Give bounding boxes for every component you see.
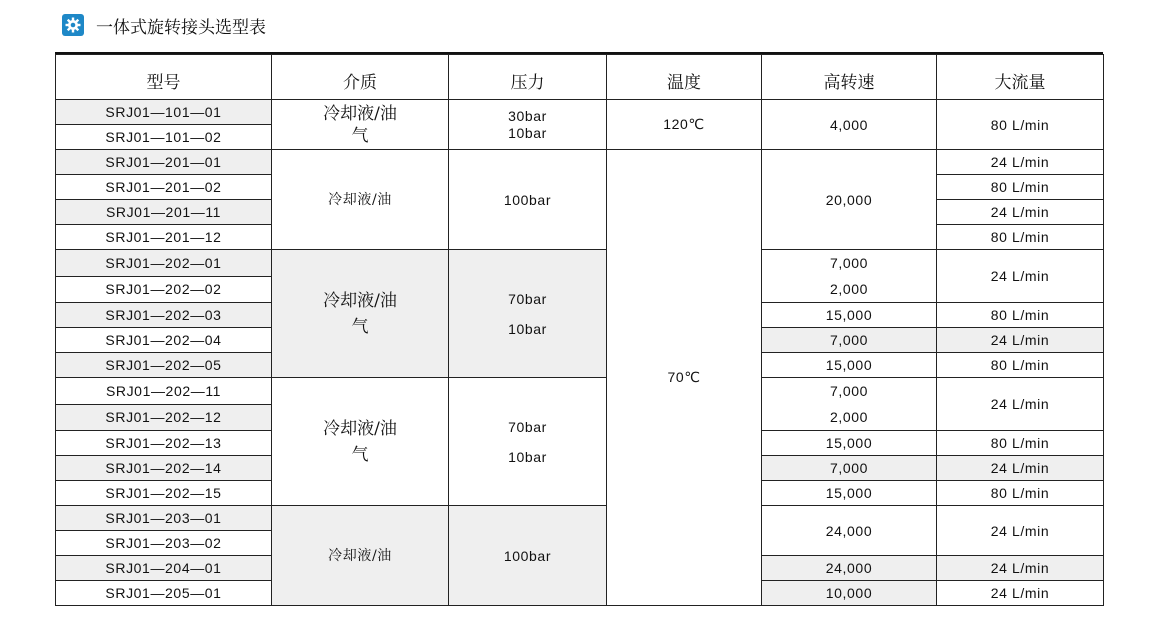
model-cell: SRJ01—201—12 (56, 225, 272, 250)
model-cell: SRJ01—205—01 (56, 581, 272, 606)
model-cell: SRJ01—202—03 (56, 303, 272, 328)
model-cell: SRJ01—202—01 (56, 250, 272, 277)
speed-cell (762, 378, 937, 431)
pressure-cell (449, 250, 607, 378)
temperature-cell: 70℃ (607, 150, 762, 606)
model-cell: SRJ01—204—01 (56, 556, 272, 581)
header-max-flow: 大流量 (937, 55, 1104, 100)
table-row (56, 378, 1104, 405)
speed-cell (762, 250, 937, 303)
page-title: 一体式旋转接头选型表 (96, 17, 266, 38)
speed-cell: 7,000 (762, 456, 937, 481)
table-row (56, 150, 1104, 175)
speed-cell: 7,000 (762, 328, 937, 353)
flow-cell: 80 L/min (937, 175, 1104, 200)
medium-cell (272, 250, 449, 378)
medium-cell: 冷却液/油 (272, 150, 449, 250)
table-row (56, 100, 1104, 125)
medium-text: 气 (351, 125, 369, 146)
model-cell: SRJ01—203—01 (56, 506, 272, 531)
selection-table-container (55, 52, 1103, 601)
temperature-cell: 120℃ (607, 100, 762, 150)
pressure-text: 10bar (508, 320, 547, 337)
speed-cell: 15,000 (762, 353, 937, 378)
flow-cell: 24 L/min (937, 378, 1104, 431)
model-cell: SRJ01—201—01 (56, 150, 272, 175)
flow-cell: 80 L/min (937, 353, 1104, 378)
pressure-text: 70bar (508, 290, 547, 307)
model-cell: SRJ01—201—11 (56, 200, 272, 225)
speed-cell: 24,000 (762, 556, 937, 581)
flow-cell: 24 L/min (937, 150, 1104, 175)
speed-cell: 20,000 (762, 150, 937, 250)
speed-cell: 15,000 (762, 431, 937, 456)
speed-cell: 24,000 (762, 506, 937, 556)
speed-text: 2,000 (829, 409, 869, 425)
model-cell: SRJ01—202—02 (56, 276, 272, 303)
flow-cell: 80 L/min (937, 100, 1104, 150)
medium-text: 冷却液/油 (323, 103, 397, 124)
flow-cell: 80 L/min (937, 431, 1104, 456)
header-temperature: 温度 (607, 55, 762, 100)
model-cell: SRJ01—201—02 (56, 175, 272, 200)
table-row (56, 250, 1104, 277)
pressure-text: 70bar (508, 418, 547, 435)
speed-text: 7,000 (829, 255, 869, 271)
speed-text: 7,000 (829, 383, 869, 399)
model-cell: SRJ01—202—12 (56, 404, 272, 431)
pressure-cell: 100bar (449, 150, 607, 250)
pressure-text: 10bar (508, 124, 547, 141)
medium-text: 气 (351, 444, 369, 465)
flow-cell: 24 L/min (937, 250, 1104, 303)
speed-text: 2,000 (829, 281, 869, 297)
pressure-text: 30bar (508, 107, 547, 124)
model-cell: SRJ01—202—05 (56, 353, 272, 378)
model-cell: SRJ01—203—02 (56, 531, 272, 556)
medium-text: 冷却液/油 (323, 418, 397, 439)
speed-cell: 15,000 (762, 303, 937, 328)
flow-cell: 80 L/min (937, 225, 1104, 250)
model-cell: SRJ01—101—02 (56, 125, 272, 150)
title-bar (62, 12, 266, 38)
header-medium: 介质 (272, 55, 449, 100)
speed-cell: 10,000 (762, 581, 937, 606)
model-cell: SRJ01—202—14 (56, 456, 272, 481)
model-cell: SRJ01—202—13 (56, 431, 272, 456)
header-model: 型号 (56, 55, 272, 100)
medium-cell (272, 378, 449, 506)
medium-text: 冷却液/油 (323, 290, 397, 311)
gear-icon (62, 14, 84, 36)
flow-cell: 80 L/min (937, 481, 1104, 506)
medium-text: 气 (351, 316, 369, 337)
medium-cell: 冷却液/油 (272, 506, 449, 606)
model-cell: SRJ01—202—15 (56, 481, 272, 506)
flow-cell: 24 L/min (937, 456, 1104, 481)
selection-table (55, 54, 1104, 606)
model-cell: SRJ01—202—11 (56, 378, 272, 405)
flow-cell: 24 L/min (937, 200, 1104, 225)
header-pressure: 压力 (449, 55, 607, 100)
flow-cell: 80 L/min (937, 303, 1104, 328)
model-cell: SRJ01—202—04 (56, 328, 272, 353)
model-cell: SRJ01—101—01 (56, 100, 272, 125)
medium-cell (272, 100, 449, 150)
speed-cell: 15,000 (762, 481, 937, 506)
header-max-speed: 高转速 (762, 55, 937, 100)
pressure-cell: 100bar (449, 506, 607, 606)
speed-cell: 4,000 (762, 100, 937, 150)
flow-cell: 24 L/min (937, 328, 1104, 353)
header-row (56, 55, 1104, 100)
flow-cell: 24 L/min (937, 581, 1104, 606)
pressure-cell (449, 100, 607, 150)
table-row (56, 506, 1104, 531)
pressure-cell (449, 378, 607, 506)
flow-cell: 24 L/min (937, 506, 1104, 556)
flow-cell: 24 L/min (937, 556, 1104, 581)
pressure-text: 10bar (508, 448, 547, 465)
